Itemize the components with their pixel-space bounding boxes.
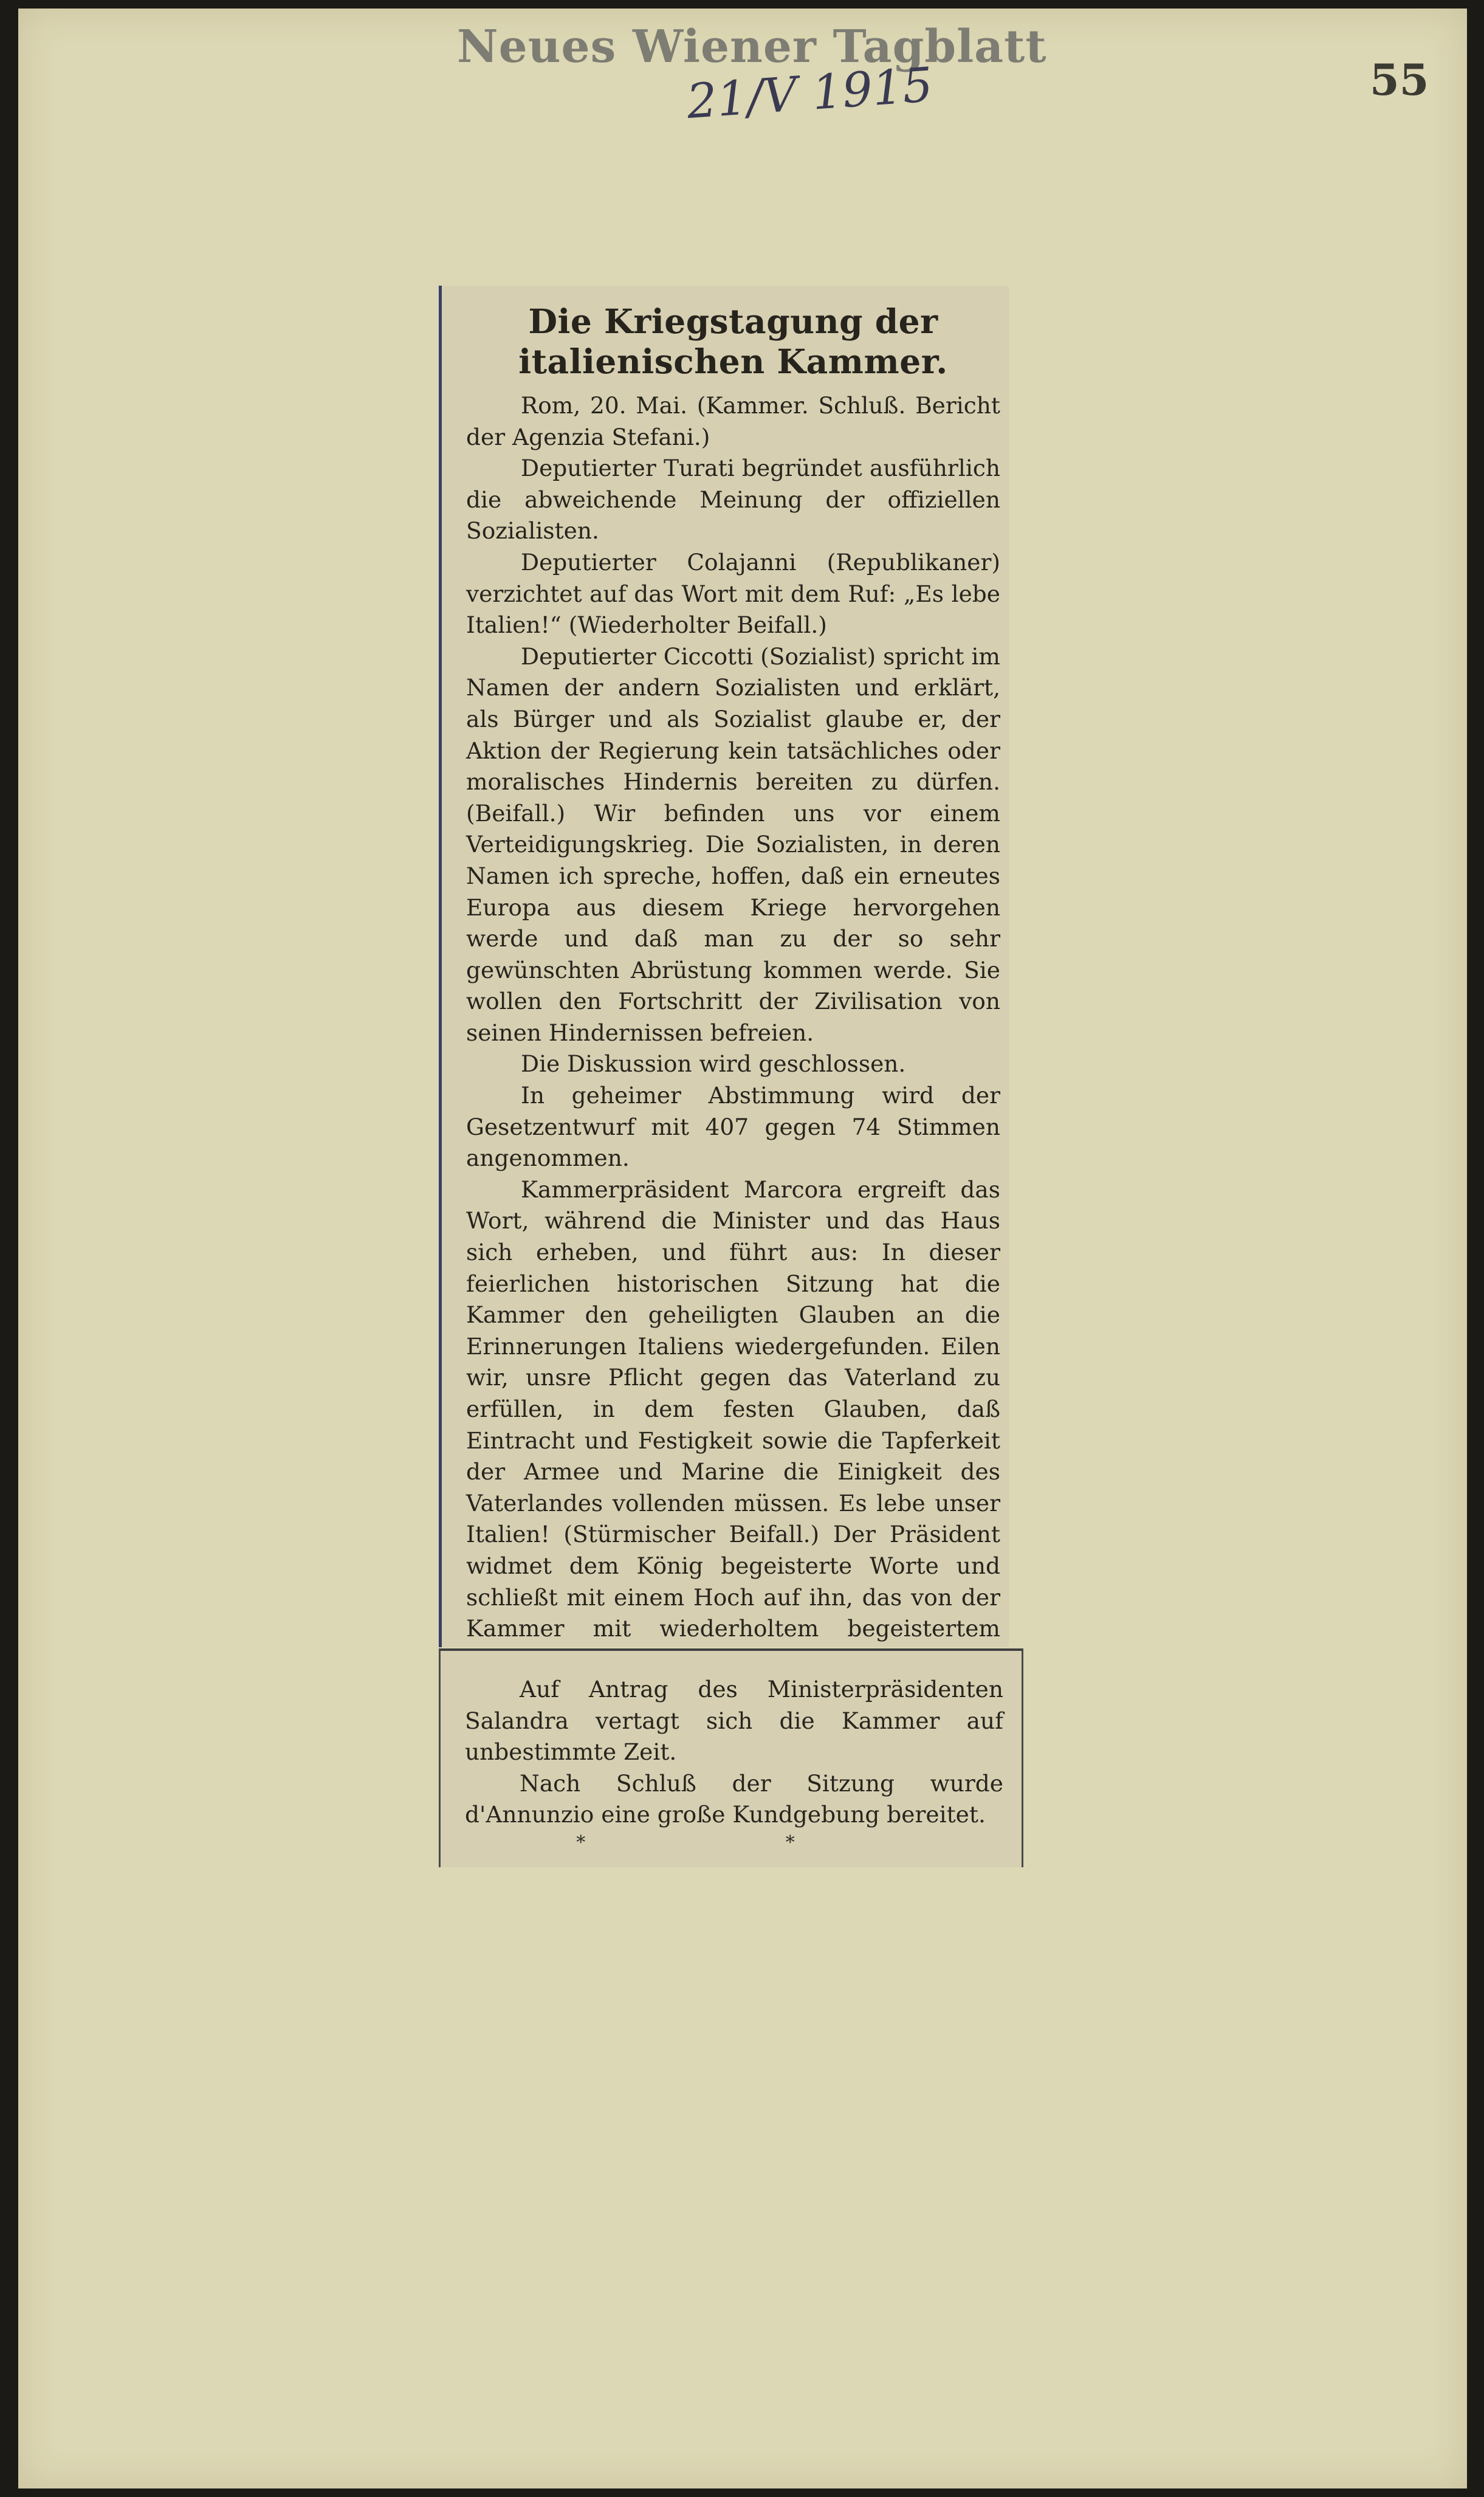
article-paragraph: Deputierter Ciccotti (Sozialist) spricht im Namen der andern Sozialisten und erklärt, als Bürger und als Sozialist glaube er, der Aktion der Regierung kein tatsächliches oder moralisches Hindernis bereiten zu dürfen. (Beifall.) Wir befinden uns vor einem Verteidigungskrieg. Die Sozialisten, in deren Namen ich spreche, hoffen, daß ein erneutes Europa aus diesem Kriege hervorgehen werde und daß man zu der so sehr gewünschten Abrüstung kommen werde. Sie wollen den Fortschritt der Zivilisation von seinen Hindernissen befreien.	[466, 642, 1000, 1046]
newspaper-clipping-main	[439, 286, 1009, 1647]
handwritten-date: 21/V 1915	[685, 57, 935, 130]
article-paragraph: Deputierter Turati begründet ausführlich die abweichende Meinung der offiziellen Sozialisten.	[466, 455, 1000, 545]
newspaper-clipping-continuation	[439, 1648, 1023, 1867]
article-headline: Die Kriegstagung der italienischen Kammer.	[518, 301, 948, 381]
article-paragraph: Nach Schluß der Sitzung wurde d'Annunzio eine große Kundgebung bereitet.	[465, 1769, 1003, 1828]
newspaper-stamp: Neues Wiener Tagblatt	[457, 21, 1047, 73]
article-paragraph: Auf Antrag des Ministerpräsidenten Salandra vertagt sich die Kammer auf unbestimmte Zeit.	[465, 1676, 1003, 1766]
article-paragraph: Kammerpräsident Marcora ergreift das Wort, während die Minister und das Haus sich erheben, und führt aus: In dieser feierlichen historischen Sitzung hat die Kammer den geheiligten Glauben an die Erinnerungen Italiens wiedergefunden. Eilen wir, unsre Pflicht gegen das Vaterland zu erfüllen, in dem festen Glauben, daß Eintracht und Festigkeit sowie die Tapferkeit der Armee und Marine die Einigkeit des Vaterlandes vollenden müssen. Es lebe unser Italien! (Stürmischer Beifall.) Der Präsident widmet dem König begeisterte Worte und schließt mit einem Hoch auf ihn, das von der Kammer mit wiederholtem begeistertem	[466, 1176, 1000, 1642]
article-paragraph: Deputierter Colajanni (Republikaner) verzichtet auf das Wort mit dem Ruf: „Es lebe Italien!“ (Wiederholter Beifall.)	[466, 548, 1000, 639]
article-paragraph: In geheimer Abstimmung wird der Gesetzentwurf mit 407 gegen 74 Stimmen angenommen.	[466, 1082, 1000, 1172]
section-separator: * *	[576, 1831, 892, 1853]
article-paragraph: Die Diskussion wird geschlossen.	[521, 1050, 906, 1078]
article-paragraph: Rom, 20. Mai. (Kammer. Schluß. Bericht der Agenzia Stefani.)	[466, 392, 1000, 450]
page-number: 55	[1370, 55, 1429, 105]
